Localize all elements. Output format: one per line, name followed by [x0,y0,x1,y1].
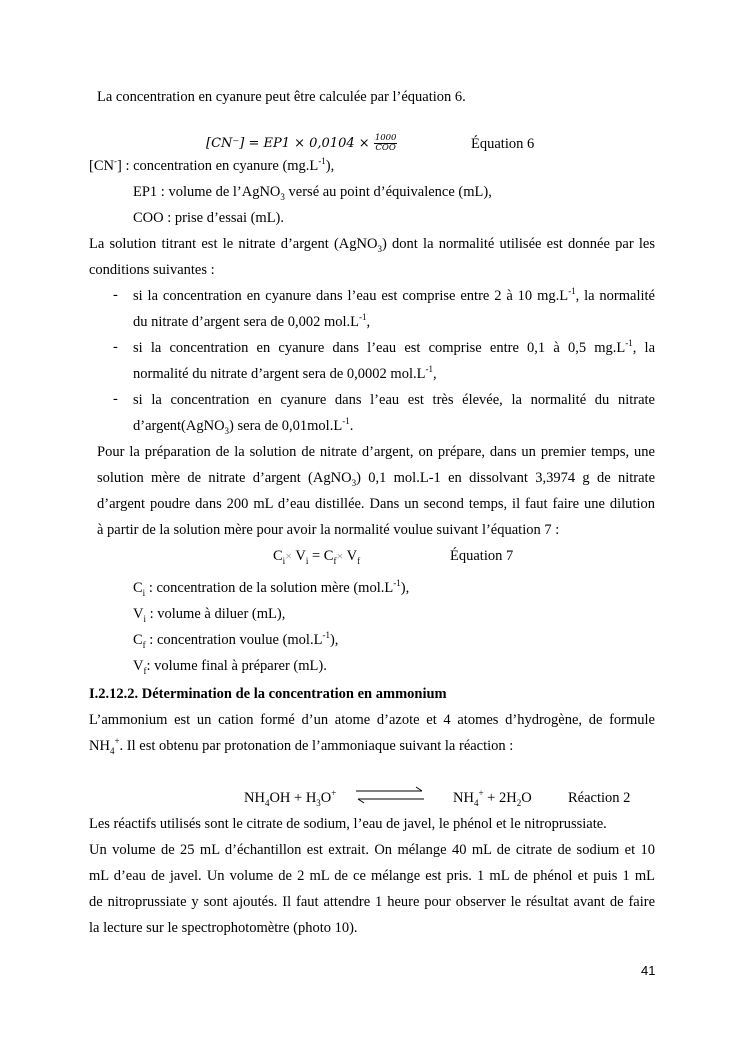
equation-7-label: Équation 7 [450,548,514,564]
definition-cn: [CN-] : concentration en cyanure $(mg.L^{-1})$, [89,156,335,174]
paragraph-final-line-2: mL d’eau de javel. Un volume de 2 mL de ce mélange est pris. 1 mL de phénol et puis 1 mL [89,868,655,884]
section-heading: I.2.12.2. Détermination de la concentration en ammonium [89,686,447,702]
paragraph-titrant-line-1: La solution titrant est le nitrate d’argent (AgNO$_3$) dont la normalité utilisée est donnée par les [89,236,655,254]
reaction-2-label: Réaction 2 [568,790,631,806]
paragraph-prep-line-2: solution mère de nitrate d’argent (AgNO$_3$) 0,1 mol.L-1 en dissolvant 3,3974 g de nitrate [97,470,656,488]
bullet-2-line-1: si la concentration en cyanure dans l’eau est comprise entre 0,1 à 0,5 $mg.L^{-1}$, la [133,338,656,356]
bullet-dash-3: - [113,391,118,407]
equation-7: $C_i\times V_i = C_f\times V_f$ [273,548,361,566]
bullet-3-line-2: d’argent(AgNO$_3$) sera de $0,01mol.L^{-1}$. [133,416,354,436]
paragraph-final-line-4: la lecture sur le spectrophotomètre (photo 10). [89,920,358,936]
bullet-1-line-2: du nitrate d’argent sera de 0,002 $mol.L^{-1}$, [133,312,371,330]
equation-6 [206,134,397,153]
equation-6-label: Équation 6 [471,136,535,152]
bullet-dash-2: - [113,339,118,355]
paragraph-final-line-3: de nitroprussiate y sont ajoutés. Il faut attendre 1 heure pour observer le résultat avant de faire [89,894,655,910]
definition-cf: $C_f$ : concentration voulue $(mol.L^{-1})$, [133,630,339,650]
bullet-3-line-1: si la concentration en cyanure dans l’eau est très élevée, la normalité du nitrate [133,392,655,408]
paragraph-ammonium-line-1: L’ammonium est un cation formé d’un atome d’azote et 4 atomes d’hydrogène, de formule [89,712,655,728]
paragraph-intro: La concentration en cyanure peut être calculée par l’équation 6. [97,89,466,105]
equation-6-fraction [374,134,398,153]
definition-coo: COO : prise d’essai (mL). [133,210,285,226]
reaction-2-rhs: $NH_4^+ + 2H_2O$ [453,788,532,808]
reaction-2-lhs: $NH_4OH + H_3O^+$ [244,788,337,808]
paragraph-prep-line-4: à partir de la solution mère pour avoir la normalité voulue suivant l’équation 7 : [97,522,560,538]
equation-6-lhs: [CN⁻] = EP1 × 0,0104 × [206,136,370,151]
paragraph-final-line-1: Un volume de 25 mL d’échantillon est extrait. On mélange 40 mL de citrate de sodium et 10 [89,842,655,858]
bullet-dash-1: - [113,287,118,303]
definition-ci: $C_i$ : concentration de la solution mère $(mol.L^{-1})$, [133,578,410,598]
bullet-1-line-1: si la concentration en cyanure dans l’eau est comprise entre 2 à 10 $mg.L^{-1}$, la normalité [133,286,655,304]
fraction-numerator: 1000 [374,133,397,143]
definition-vf: $V_f$: volume final à préparer (mL). [133,658,327,676]
fraction-denominator: COO [375,143,396,153]
paragraph-reactifs: Les réactifs utilisés sont le citrate de sodium, l’eau de javel, le phénol et le nitroprussiate. [89,816,607,832]
definition-ep1: EP1 : volume de l’AgNO$_3$ versé au point d’équivalence (mL), [133,184,492,202]
paragraph-prep-line-1: Pour la préparation de la solution de nitrate d’argent, on prépare, dans un premier temps, une [97,444,655,460]
definition-vi: $V_i$ : volume à diluer (mL), [133,606,286,624]
paragraph-ammonium-line-2: $NH_4^+$. Il est obtenu par protonation de l’ammoniaque suivant la réaction : [89,736,514,756]
bullet-2-line-2: normalité du nitrate d’argent sera de 0,0002 $mol.L^{-1}$, [133,364,437,382]
paragraph-titrant-line-2: conditions suivantes : [89,262,215,278]
page-number: 41 [641,963,656,978]
equilibrium-arrows-icon [354,785,426,805]
multiply-cross-icon: × [285,549,292,563]
paragraph-prep-line-3: d’argent poudre dans 200 mL d’eau distillée. Dans un second temps, il faut faire une dilution [97,496,655,512]
multiply-cross-icon: × [336,549,344,563]
